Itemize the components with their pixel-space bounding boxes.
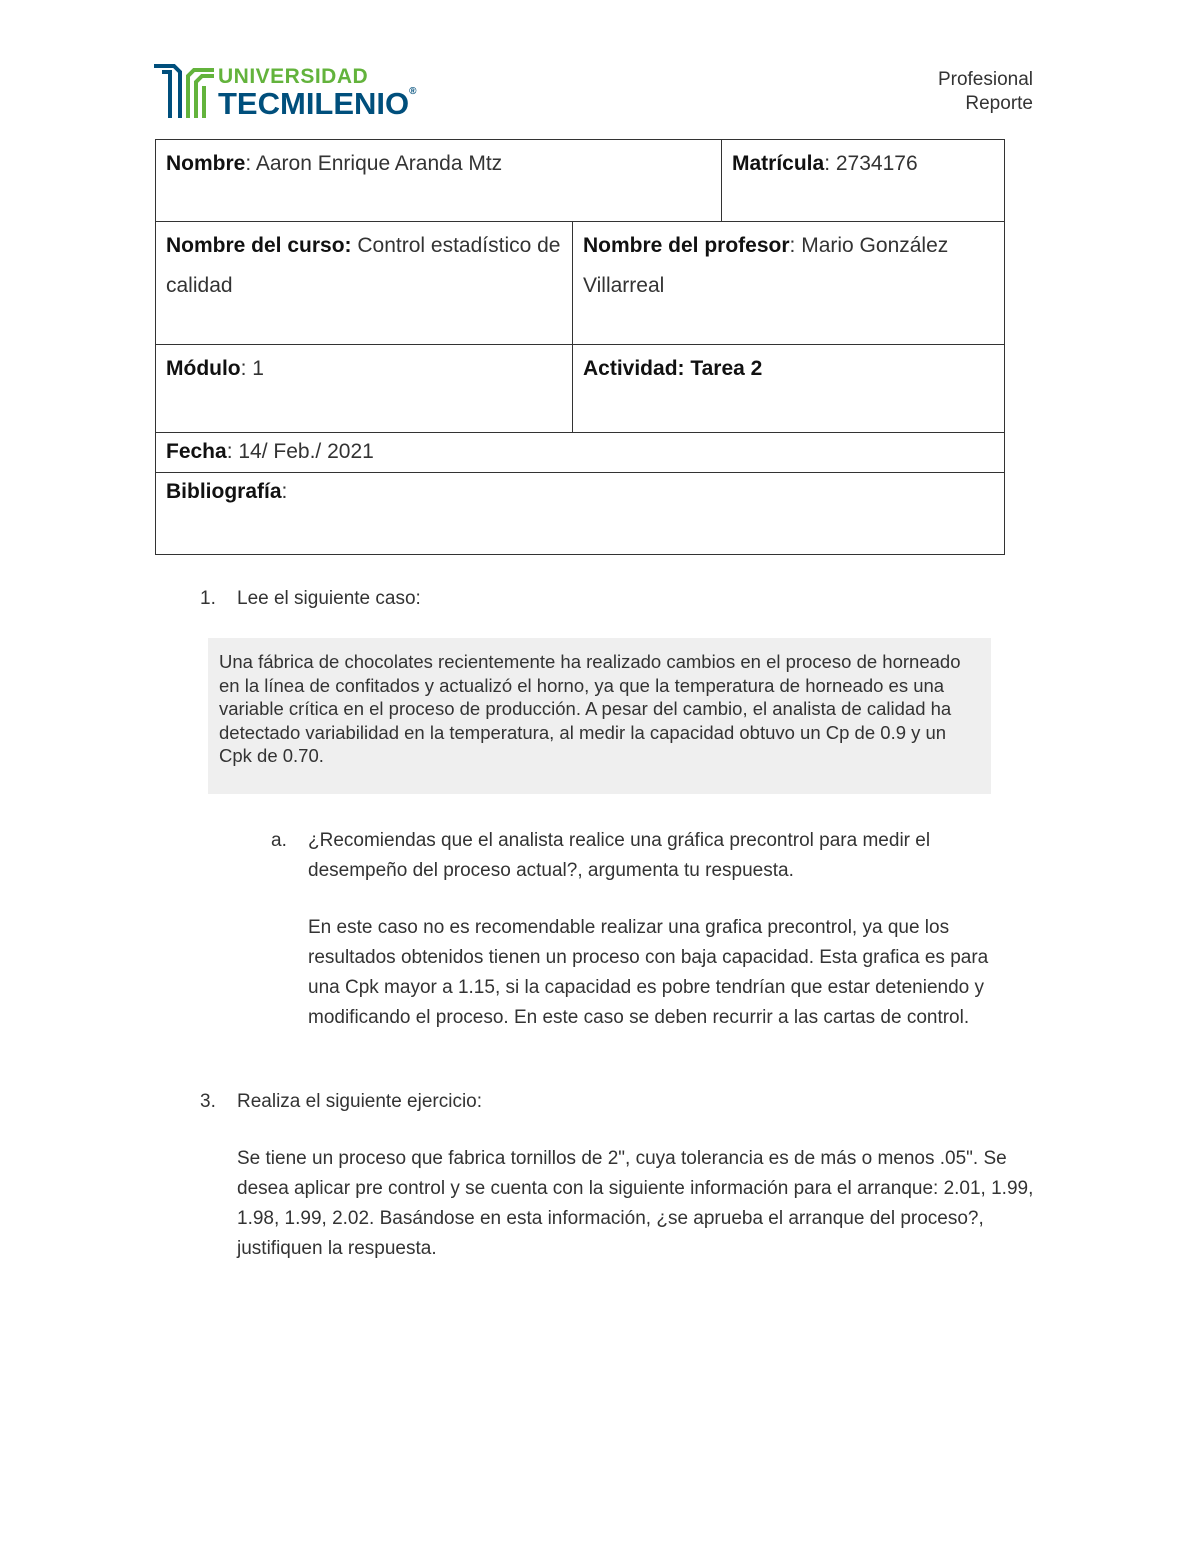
curso-label: Nombre del curso: xyxy=(166,234,352,257)
fecha-value: : 14/ Feb./ 2021 xyxy=(226,440,374,463)
question-1-number: 1. xyxy=(200,588,216,609)
profesor-value: : Mario González Villarreal xyxy=(583,234,949,297)
nombre-label: Nombre xyxy=(166,152,246,175)
bibliografia-label: Bibliografía xyxy=(166,480,282,503)
logo-line-1: UNIVERSIDAD xyxy=(218,65,369,88)
question-3-number: 3. xyxy=(200,1091,216,1112)
registered-mark: ® xyxy=(409,86,417,97)
question-a-answer: En este caso no es recomendable realizar una grafica precontrol, ya que los resultados obtenidos tienen un proceso con baja capacidad. Esta grafica es para una Cpk mayor a 1.15, si la capacidad es pobre tendrían que estar deteniendo y modificando el proceso. En este caso se deben recurrir a las cartas de control. xyxy=(308,917,989,1028)
bibliografia-value: : xyxy=(281,480,288,503)
question-3 xyxy=(200,1087,1040,1264)
question-a-letter: a. xyxy=(271,830,287,851)
case-text: Una fábrica de chocolates recientemente ha realizado cambios en el proceso de horneado en la línea de confitados y actualizó el horno, ya que la temperatura de horneado es una variable crítica en el proceso de producción. A pesar del cambio, el analista de calidad ha detectado variabilidad en la temperatura, al medir la capacidad obtuvo un Cp de 0.9 y un Cpk de 0.70. xyxy=(219,651,961,766)
header-right-text xyxy=(938,68,1033,116)
question-a xyxy=(271,826,1011,1033)
nombre-cell xyxy=(156,140,722,222)
matricula-value: : 2734176 xyxy=(824,152,918,175)
case-box xyxy=(208,638,991,794)
matricula-cell xyxy=(722,140,1005,222)
student-info-table xyxy=(155,139,1005,555)
actividad-label: Actividad: Tarea 2 xyxy=(583,357,763,380)
tecmilenio-emblem-icon xyxy=(152,60,214,120)
logo-line-2: TECMILENIO® xyxy=(218,86,417,121)
question-1-text: Lee el siguiente caso: xyxy=(237,588,421,609)
modulo-value: : 1 xyxy=(240,357,264,380)
actividad-cell xyxy=(573,345,1005,433)
nombre-value: : Aaron Enrique Aranda Mtz xyxy=(245,152,503,175)
fecha-label: Fecha xyxy=(166,440,227,463)
header-reporte: Reporte xyxy=(965,93,1033,114)
header-profesional: Profesional xyxy=(937,69,1033,90)
matricula-label: Matrícula xyxy=(732,152,825,175)
curso-cell xyxy=(156,222,573,345)
curso-value: Control estadístico de calidad xyxy=(166,234,561,297)
university-logo xyxy=(152,60,442,122)
question-3-exercise: Se tiene un proceso que fabrica tornillos de 2", cuya tolerancia es de más o menos .05". Se desea aplicar pre control y se cuenta con la siguiente información para el arranque: 2.01, 1.99, 1.98, 1.99, 2.02. Basándose en esta información, ¿se aprueba el arranque del proceso?, justifiquen la respuesta. xyxy=(237,1148,1034,1259)
question-3-text: Realiza el siguiente ejercicio: xyxy=(237,1091,483,1112)
fecha-cell xyxy=(156,433,1005,473)
profesor-cell xyxy=(573,222,1005,345)
bibliografia-cell xyxy=(156,473,1005,555)
question-a-text: ¿Recomiendas que el analista realice una gráfica precontrol para medir el desempeño del proceso actual?, argumenta tu respuesta. xyxy=(308,830,931,881)
modulo-cell xyxy=(156,345,573,433)
question-1 xyxy=(200,588,421,610)
modulo-label: Módulo xyxy=(166,357,241,380)
profesor-label: Nombre del profesor xyxy=(583,234,790,257)
